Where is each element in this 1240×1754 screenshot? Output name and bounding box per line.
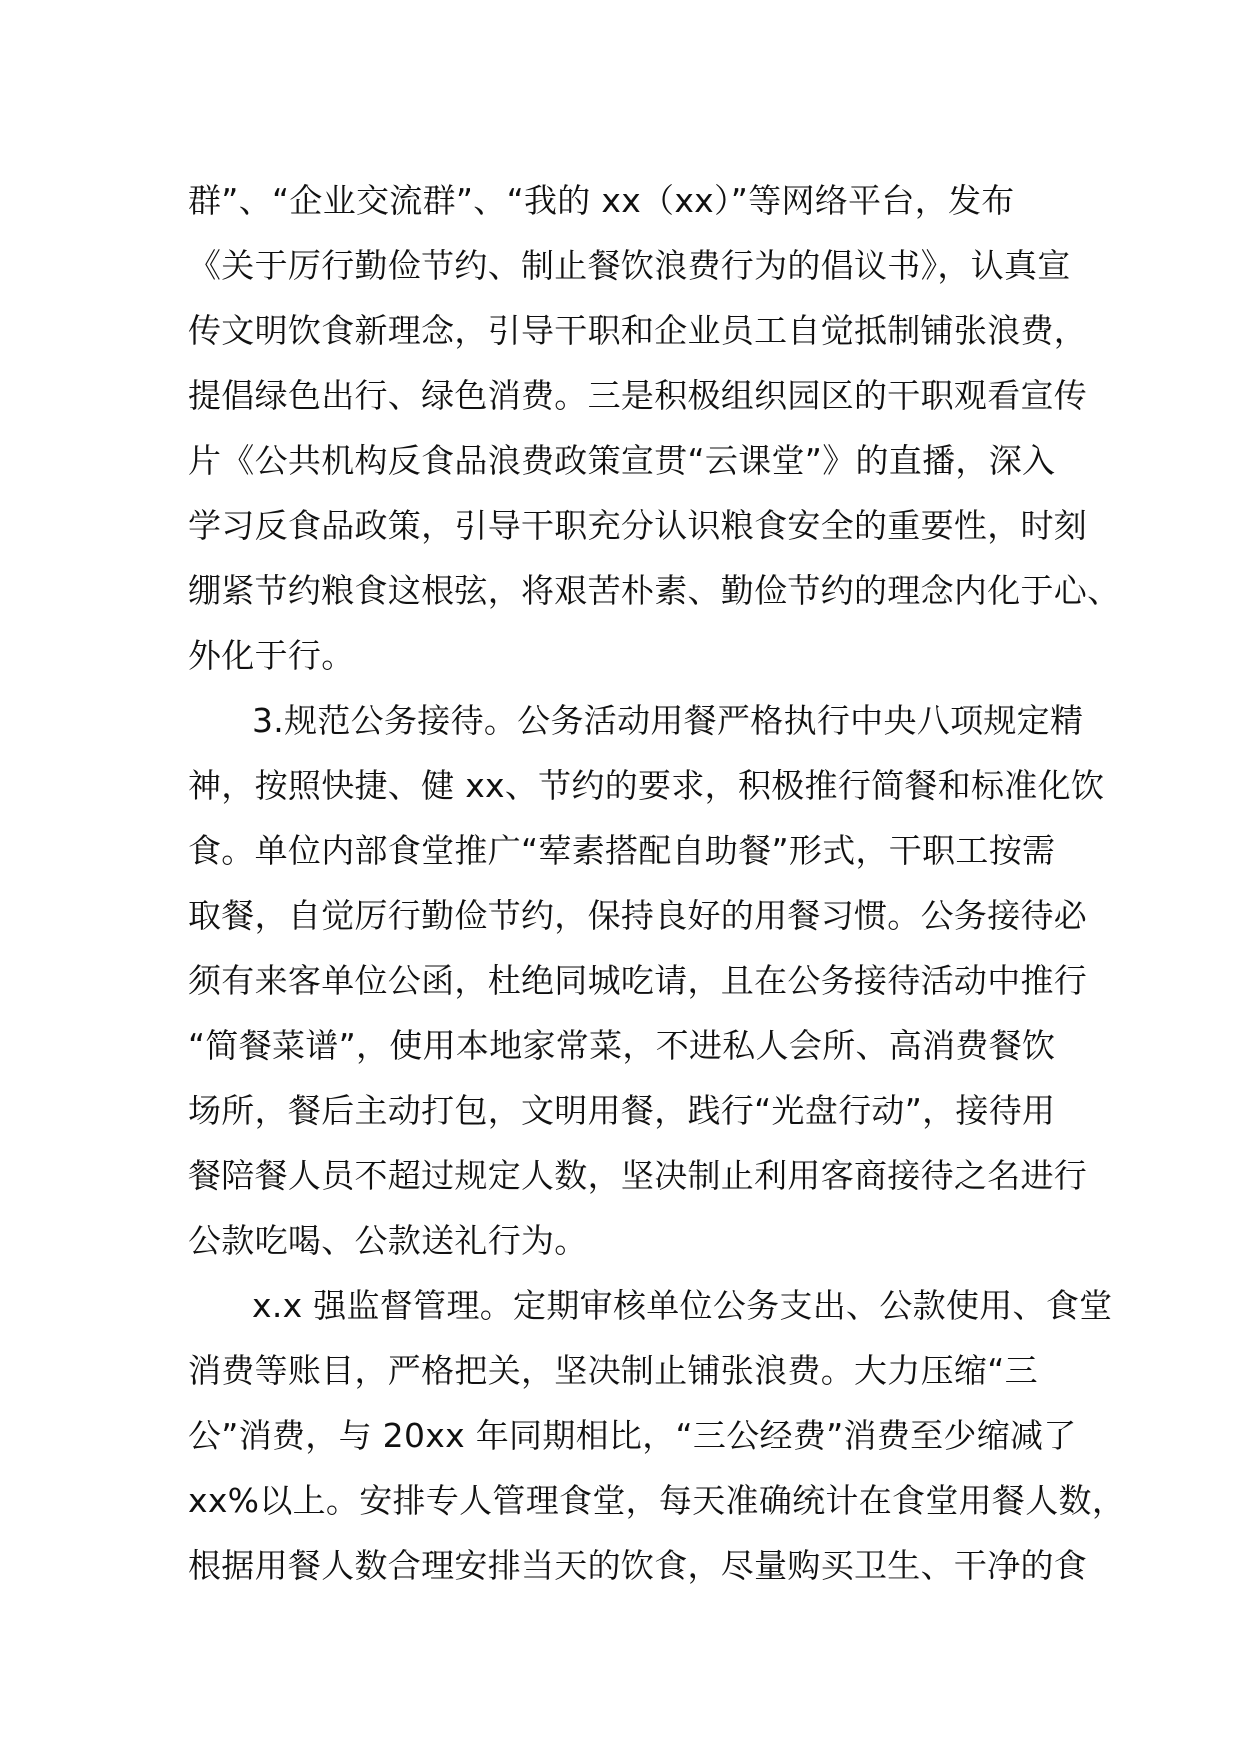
text-line: 外化于行。 xyxy=(188,636,355,675)
paragraph-start-line: x.x 强监督管理。定期审核单位公务支出、公款使用、食堂 xyxy=(252,1286,1113,1325)
text-line: 取餐，自觉厉行勤俭节约，保持良好的用餐习惯。公务接待必 xyxy=(188,896,1088,935)
text-line: 群”、“企业交流群”、“我的 xx（xx）”等网络平台，发布 xyxy=(188,181,1015,220)
text-line: 根据用餐人数合理安排当天的饮食，尽量购买卫生、干净的食 xyxy=(188,1546,1088,1585)
text-line: xx%以上。安排专人管理食堂，每天准确统计在食堂用餐人数， xyxy=(188,1481,1126,1520)
text-line: 场所，餐后主动打包，文明用餐，践行“光盘行动”，接待用 xyxy=(188,1091,1056,1130)
text-line: 绷紧节约粮食这根弦，将艰苦朴素、勤俭节约的理念内化于心、 xyxy=(188,571,1121,610)
text-line: 神，按照快捷、健 xx、节约的要求，积极推行简餐和标准化饮 xyxy=(188,766,1105,805)
text-line: 食。单位内部食堂推广“荤素搭配自助餐”形式，干职工按需 xyxy=(188,831,1056,870)
text-line: 须有来客单位公函，杜绝同城吃请，且在公务接待活动中推行 xyxy=(188,961,1088,1000)
text-line: “简餐菜谱”，使用本地家常菜，不进私人会所、高消费餐饮 xyxy=(188,1026,1056,1065)
text-line: 片《公共机构反食品浪费政策宣贯“云课堂”》的直播，深入 xyxy=(188,441,1056,480)
text-line: 消费等账目，严格把关，坚决制止铺张浪费。大力压缩“三 xyxy=(188,1351,1038,1390)
text-line: 公”消费，与 20xx 年同期相比，“三公经费”消费至少缩减了 xyxy=(188,1416,1077,1455)
text-line: 学习反食品政策，引导干职充分认识粮食安全的重要性，时刻 xyxy=(188,506,1088,545)
text-line: 传文明饮食新理念，引导干职和企业员工自觉抵制铺张浪费， xyxy=(188,311,1088,350)
text-line: 《关于厉行勤俭节约、制止餐饮浪费行为的倡议书》，认真宣 xyxy=(188,246,1071,285)
paragraph-start-line: 3.规范公务接待。公务活动用餐严格执行中央八项规定精 xyxy=(252,701,1084,740)
text-line: 提倡绿色出行、绿色消费。三是积极组织园区的干职观看宣传 xyxy=(188,376,1088,415)
text-line: 餐陪餐人员不超过规定人数，坚决制止利用客商接待之名进行 xyxy=(188,1156,1088,1195)
text-line: 公款吃喝、公款送礼行为。 xyxy=(188,1221,588,1260)
body-text xyxy=(188,168,1126,1598)
